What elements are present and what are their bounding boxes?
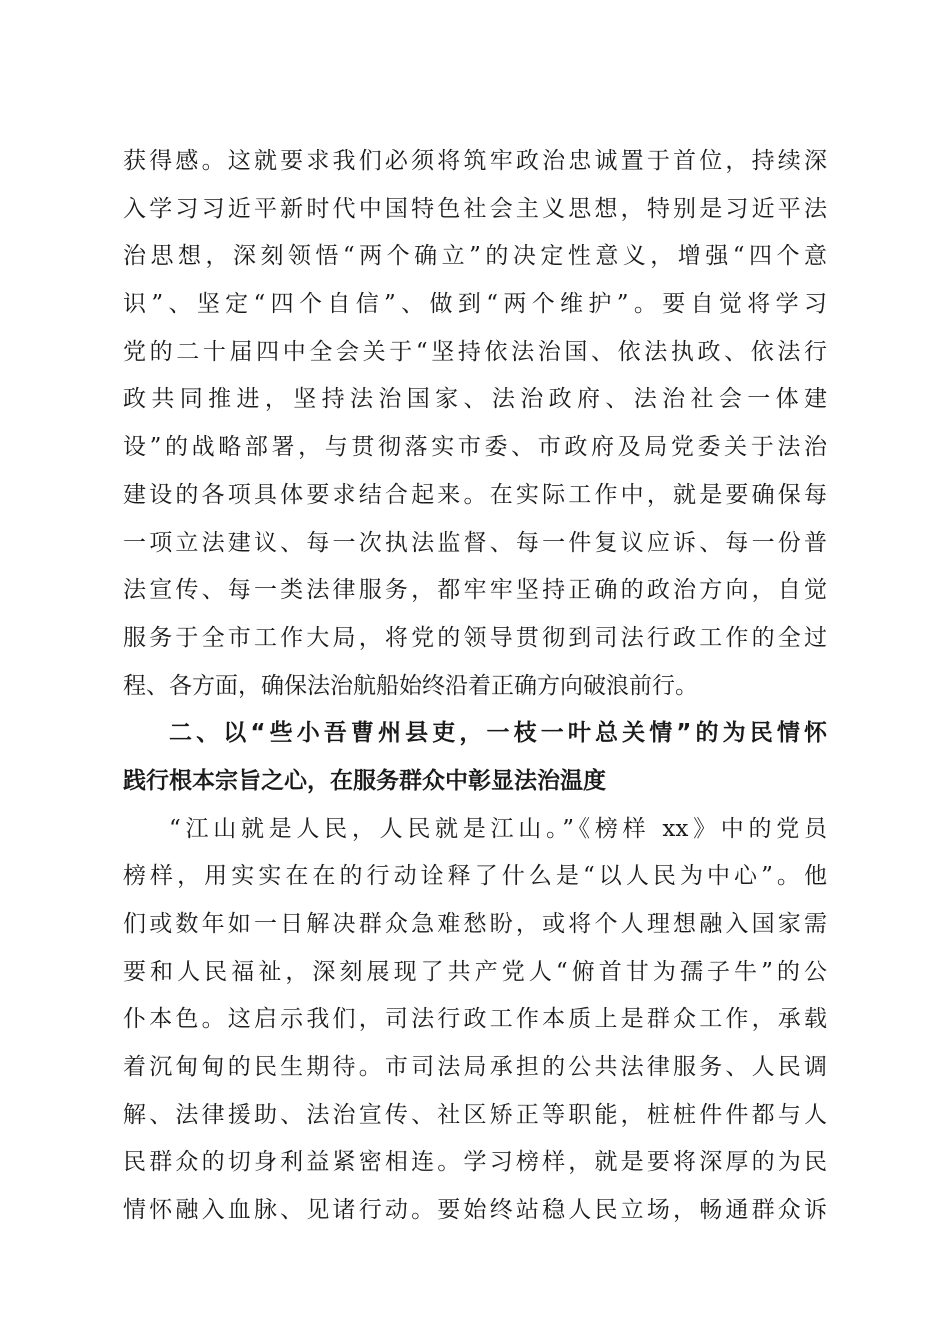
paragraph-people-centered — [123, 806, 827, 1235]
text-line: 民群众的切身利益紧密相连。学习榜样，就是要将深厚的为民 — [123, 1149, 827, 1176]
text-line: 政共同推进，坚持法治国家、法治政府、法治社会一体建 — [123, 386, 827, 413]
text-line: 们或数年如一日解决群众急难愁盼，或将个人理想融入国家需 — [123, 911, 827, 937]
text-line: 党的二十届四中全会关于“坚持依法治国、依法执政、依法行 — [123, 338, 827, 365]
text-line: 一项立法建议、每一次执法监督、每一件复议应诉、每一份普 — [123, 529, 827, 556]
text-line: 服务于全市工作大局，将党的领导贯彻到司法行政工作的全过 — [123, 624, 827, 651]
text-line: 情怀融入血脉、见诸行动。要始终站稳人民立场，畅通群众诉 — [123, 1197, 827, 1224]
paragraph-political-loyalty — [123, 138, 827, 710]
text-line: 入学习习近平新时代中国特色社会主义思想，特别是习近平法 — [123, 195, 827, 222]
text-line: 着沉甸甸的民生期待。市司法局承担的公共法律服务、人民调 — [123, 1054, 827, 1081]
text-line: 要和人民福祉，深刻展现了共产党人“俯首甘为孺子牛”的公 — [123, 958, 827, 985]
heading-line: 践行根本宗旨之心，在服务群众中彰显法治温度 — [123, 767, 606, 794]
text-line: 识”、坚定“四个自信”、做到“两个维护”。要自觉将学习 — [123, 291, 827, 318]
section-heading-2 — [123, 710, 827, 805]
text-line: 仆本色。这启示我们，司法行政工作本质上是群众工作，承载 — [123, 1006, 827, 1033]
text-line: 设”的战略部署，与贯彻落实市委、市政府及局党委关于法治 — [123, 434, 827, 461]
heading-line: 二、以“些小吾曹州县吏，一枝一叶总关情”的为民情怀 — [169, 720, 827, 747]
text-line: 建设的各项具体要求结合起来。在实际工作中，就是要确保每 — [123, 481, 827, 508]
text-line: 程、各方面，确保法治航船始终沿着正确方向破浪前行。 — [123, 672, 698, 699]
text-line: 获得感。这就要求我们必须将筑牢政治忠诚置于首位，持续深 — [123, 148, 827, 174]
text-line: 法宣传、每一类法律服务，都牢牢坚持正确的政治方向，自觉 — [123, 577, 827, 604]
text-line: 治思想，深刻领悟“两个确立”的决定性意义，增强“四个意 — [123, 243, 827, 270]
text-line: “江山就是人民，人民就是江山。”《榜样 xx》中的党员 — [169, 815, 827, 842]
text-line: 解、法律援助、法治宣传、社区矫正等职能，桩桩件件都与人 — [123, 1101, 827, 1128]
text-line: 榜样，用实实在在的行动诠释了什么是“以人民为中心”。他 — [123, 863, 827, 890]
document-body — [123, 138, 827, 1235]
